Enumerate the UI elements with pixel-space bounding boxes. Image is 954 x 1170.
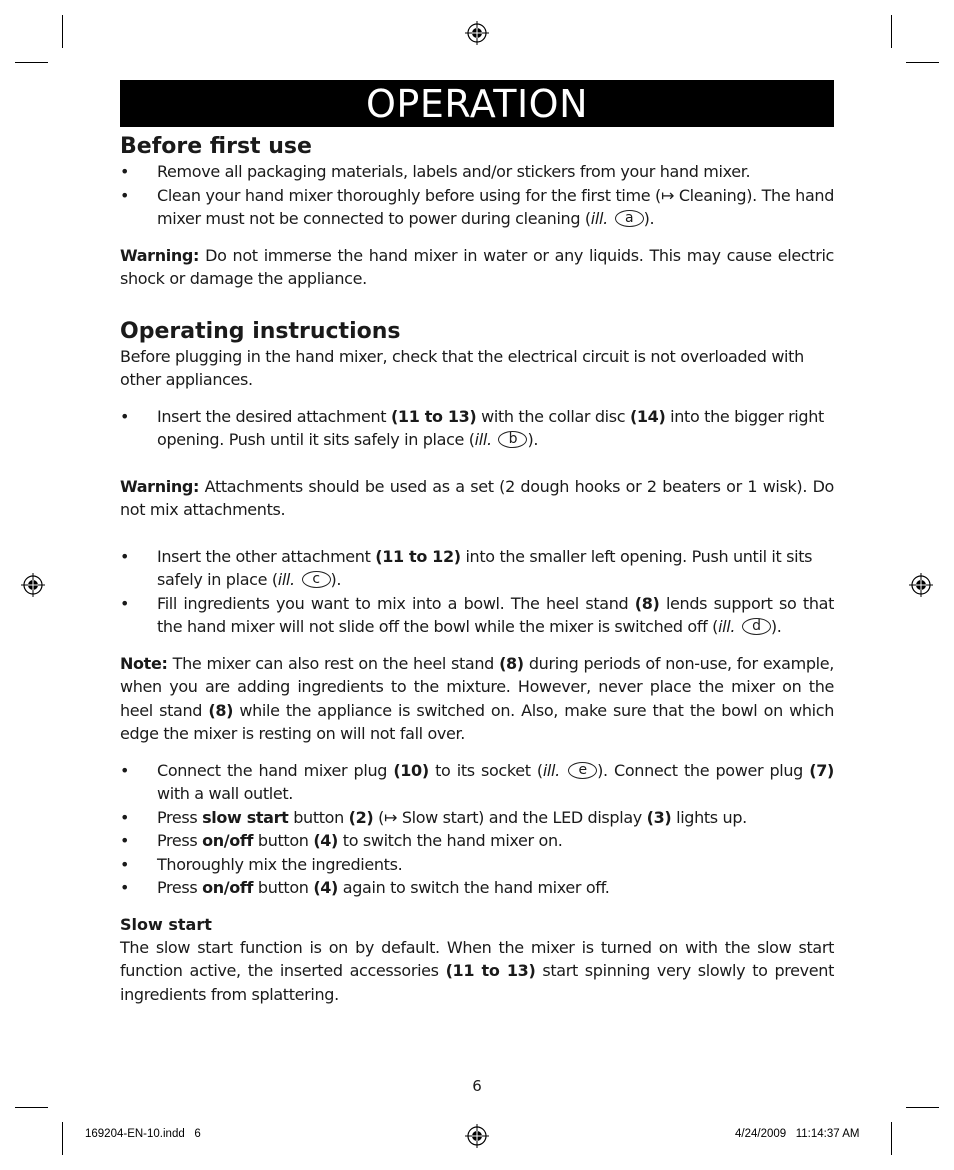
note-paragraph: Note: The mixer can also rest on the heel stand (8) during periods of non-use, for example, when you are adding ingredients to the mixture. However, never place the mixer on the heel stand (8) while the appliance is switched on. Also, make sure that the bowl on which edge the mixer is resting on will not fall over. [120,653,834,743]
list-item: • Connect the hand mixer plug (10) to its socket (ill. e ). Connect the power plug (7) with a wall outlet. [120,759,834,806]
illustration-ref-b: b [498,431,527,448]
operating-list-2 [120,545,834,639]
slow-start-paragraph: The slow start function is on by default. When the mixer is turned on with the slow start function active, the inserted accessories (11 to 13) start spinning very slowly to prevent ingredients from splattering. [120,937,834,1004]
list-item: • Press on/off button (4) again to switch the hand mixer off. [120,876,834,900]
before-first-use-list [120,160,834,231]
list-item: • Thoroughly mix the ingredients. [120,853,834,877]
heading-before-first-use: Before first use [120,134,312,159]
heading-operating-instructions: Operating instructions [120,318,401,344]
file-name: 169204-EN-10.indd 6 [85,1128,201,1140]
intro-paragraph: Before plugging in the hand mixer, check that the electrical circuit is not overloaded with other appliances. [120,346,804,389]
list-item: • Remove all packaging materials, labels and/or stickers from your hand mixer. [120,160,834,184]
registration-mark-icon [465,1124,489,1148]
warning-paragraph: Warning: Attachments should be used as a set (2 dough hooks or 2 beaters or 1 wisk). Do not mix attachments. [120,476,834,519]
list-item: • Clean your hand mixer thoroughly before using for the first time (↦ Cleaning). The hand mixer must not be connected to power during cleaning (ill. a ). [120,184,834,231]
section-banner [120,80,834,127]
operating-list-3 [120,759,834,900]
illustration-ref-d: d [742,618,771,635]
page-title: OPERATION [366,81,588,126]
illustration-ref-e: e [568,762,597,779]
crop-mark [906,62,939,63]
page-content [120,80,834,1006]
crop-mark [891,15,892,48]
crop-mark [62,15,63,48]
registration-mark-icon [909,573,933,597]
crop-mark [906,1107,939,1108]
crop-mark [15,62,48,63]
crop-mark [891,1122,892,1155]
list-item: • Insert the desired attachment (11 to 13) with the collar disc (14) into the bigger right opening. Push until it sits safely in place (ill. b ). [120,405,834,452]
list-item: • Insert the other attachment (11 to 12) into the smaller left opening. Push until it sits safely in place (ill. c ). [120,545,834,592]
warning-paragraph: Warning: Do not immerse the hand mixer in water or any liquids. This may cause electric shock or damage the appliance. [120,245,834,288]
page-number: 6 [472,1077,482,1095]
registration-mark-icon [465,21,489,45]
heading-slow-start: Slow start [120,914,212,934]
list-item: • Press slow start button (2) (↦ Slow start) and the LED display (3) lights up. [120,806,834,830]
operating-list-1 [120,405,834,452]
illustration-ref-c: c [302,571,331,588]
list-item: • Fill ingredients you want to mix into a bowl. The heel stand (8) lends support so that the hand mixer will not slide off the bowl while the mixer is switched off (ill. d ). [120,592,834,639]
crop-mark [15,1107,48,1108]
print-timestamp: 4/24/2009 11:14:37 AM [735,1128,860,1140]
registration-mark-icon [21,573,45,597]
illustration-ref-a: a [615,210,644,227]
arrow-icon: ↦ [660,185,675,205]
arrow-icon: ↦ [384,807,398,827]
crop-mark [62,1122,63,1155]
list-item: • Press on/off button (4) to switch the hand mixer on. [120,829,834,853]
